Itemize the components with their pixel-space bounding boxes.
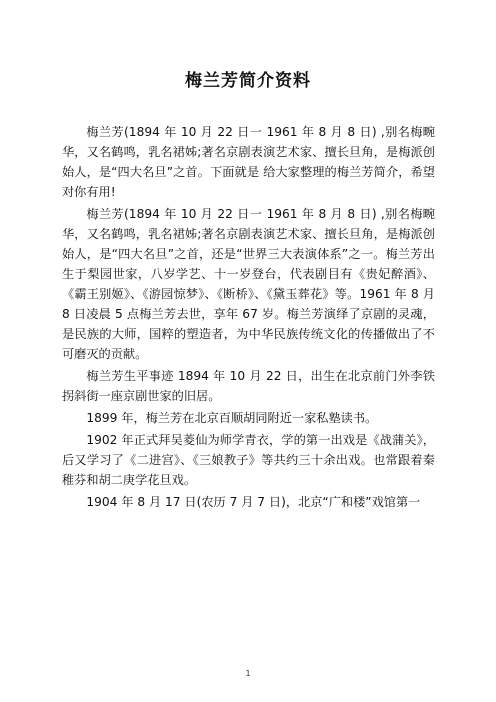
paragraph: 梅兰芳(1894 年 10 月 22 日一 1961 年 8 月 8 日) ,别名梅畹华，又名鹤鸣，乳名裙姊;著名京剧表演艺术家、擅长旦角，是梅派创始人，是“四大名旦”之首。下面就是 给大家整理的梅兰芳简介，希望对你有用! (62, 125, 435, 199)
paragraph: 梅兰芳(1894 年 10 月 22 日一 1961 年 8 月 8 日) ,别名梅畹华，又名鹤鸣，乳名裙姊;著名京剧表演艺术家、擅长旦角，是梅派创始人，是“四大名旦”之首，还是“世界三大表演体系”之一。梅兰芳出生于梨园世家，八岁学艺、十一岁登台，代表剧目有《贵妃醉酒》、《霸王别姬》、《游园惊梦》、《断桥》、《黛玉葬花》等。1961 年 8 月 8 日凌晨 5 点梅兰芳去世，享年 67 岁。梅兰芳演绎了京剧的灵魂，是民族的大师，国粹的塑造者，为中华民族传统文化的传播做出了不可磨灭的贡献。 (62, 207, 435, 361)
paragraph: 1902 年正式拜吴菱仙为师学青衣，学的第一出戏是《战蒲关》，后又学习了《二进宫》、《三娘教子》等共约三十余出戏。也常跟着秦稚芬和胡二庚学花旦戏。 (62, 433, 435, 487)
paragraph: 1904 年 8 月 17 日(农历 7 月 7 日)，北京“广和楼”戏馆第一 (86, 495, 421, 509)
document-title: 梅兰芳简介资料 (185, 71, 311, 91)
page-number: 1 (245, 669, 251, 678)
document-body (62, 122, 435, 514)
paragraph: 梅兰芳生平事迹 1894 年 10 月 22 日，出生在北京前门外李铁拐斜街一座京剧世家的旧居。 (62, 369, 435, 403)
paragraph: 1899 年，梅兰芳在北京百顺胡同附近一家私塾读书。 (86, 411, 378, 425)
